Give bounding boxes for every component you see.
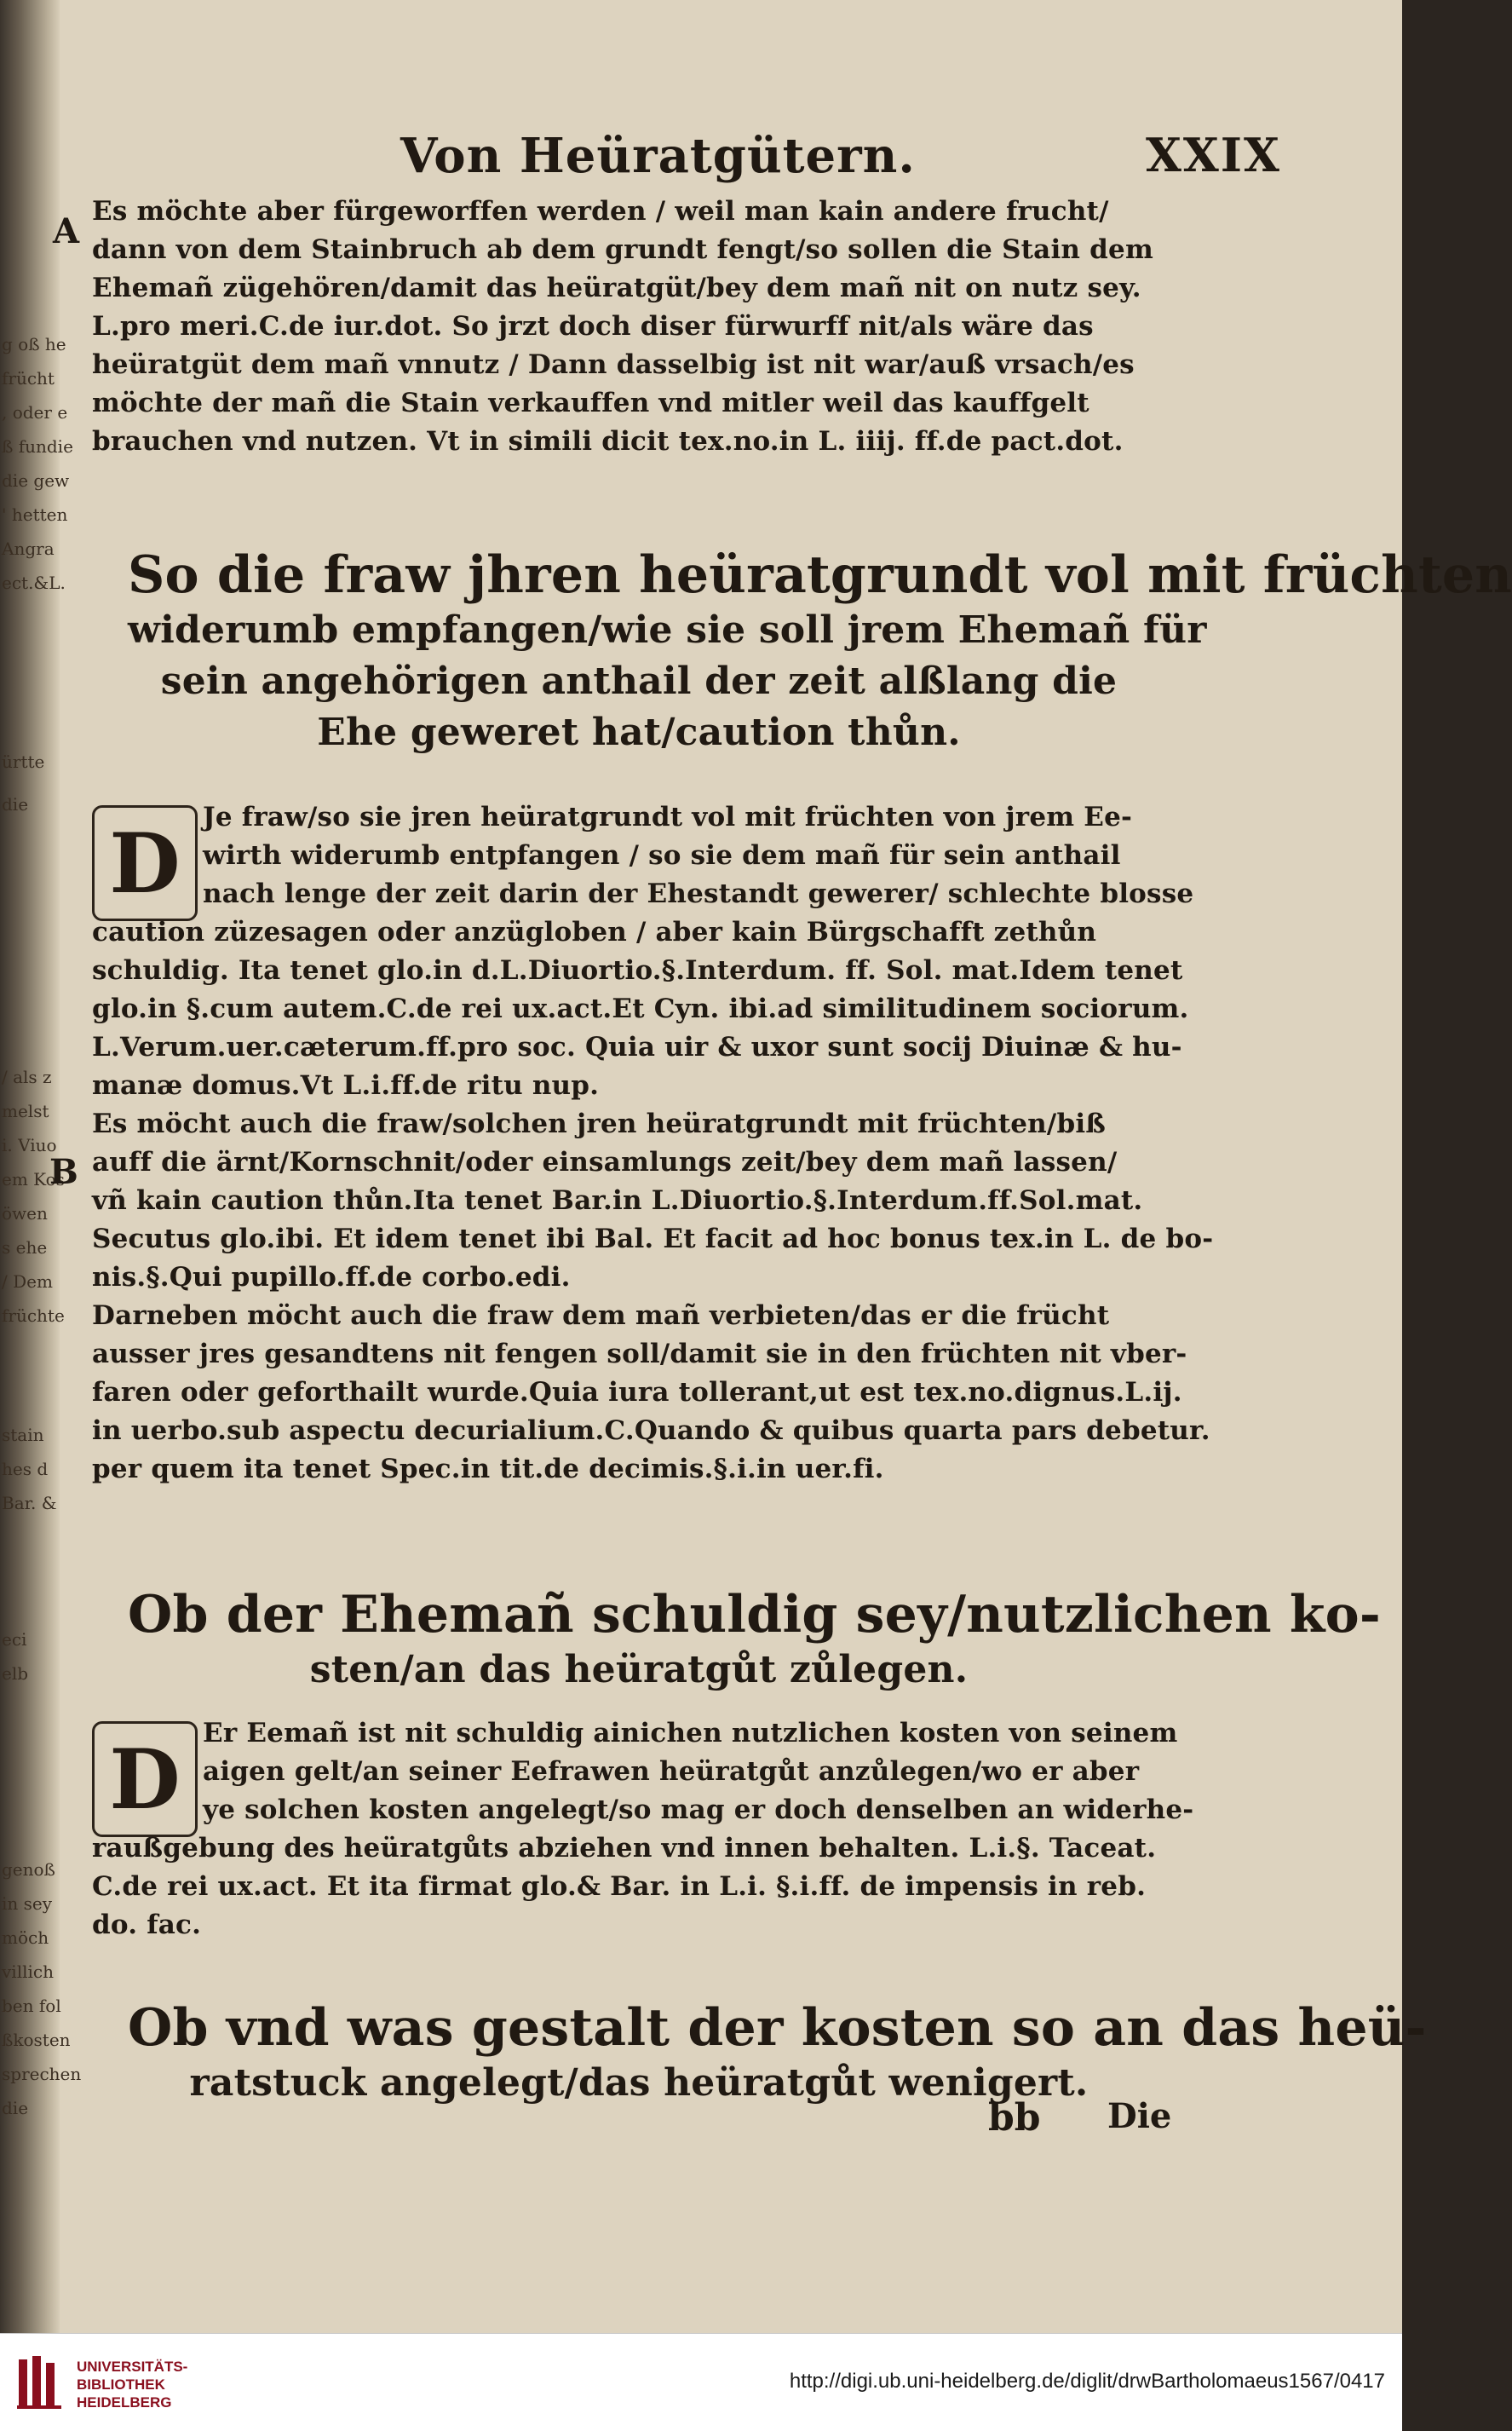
text-line: aigen gelt/an seiner Eefrawen heüratgůt anzůlegen/wo er aber	[203, 1756, 1140, 1787]
adjacent-page-fragment: , oder e	[2, 402, 68, 423]
heading-line: Ob vnd was gestalt der kosten so an das heü-	[128, 1998, 1427, 2058]
adjacent-page-fragment: Angra	[2, 539, 55, 559]
heading-line: ratstuck angelegt/das heüratgůt wenigert.	[189, 2061, 1089, 2105]
logo-line: BIBLIOTHEK	[77, 2376, 165, 2393]
text-line: ausser jres gesandtens nit fengen soll/damit sie in den früchten nit vber-	[92, 1339, 1187, 1369]
text-line: Es möcht auch die fraw/solchen jren heüratgrundt mit früchten/biß	[92, 1109, 1107, 1139]
adjacent-page-fragment: i. Viuo	[2, 1135, 57, 1155]
permalink-url[interactable]: http://digi.ub.uni-heidelberg.de/diglit/drwBartholomaeus1567/0417	[789, 2370, 1385, 2393]
text-line: nis.§.Qui pupillo.ff.de corbo.edi.	[92, 1262, 571, 1293]
section-2-paragraph	[92, 798, 1214, 1489]
text-line: wirth widerumb entpfangen / so sie dem mañ für sein anthail	[203, 840, 1121, 871]
margin-letter-b: B	[49, 1152, 78, 1192]
adjacent-page-fragment: genoß	[2, 1859, 55, 1880]
adjacent-page-fragment: früchte	[2, 1305, 65, 1326]
adjacent-page-fragment: ß fundie	[2, 436, 73, 457]
adjacent-page-fragment: em Kos	[2, 1169, 65, 1190]
adjacent-page-fragment: ben fol	[2, 1996, 61, 2016]
text-line: caution züzesagen oder anzügloben / aber kain Bürgschafft zethůn	[92, 917, 1097, 948]
university-library-logo-icon	[15, 2353, 66, 2412]
adjacent-page-fragment: sprechen	[2, 2064, 82, 2084]
text-line: möchte der mañ die Stain verkauffen vnd mitler weil das kauffgelt	[92, 388, 1089, 418]
text-line: raußgebung des heüratgůts abziehen vnd innen behalten. L.i.§. Taceat.	[92, 1833, 1157, 1864]
adjacent-page-fragment: villich	[2, 1962, 54, 1982]
adjacent-page-fragment: hes d	[2, 1459, 49, 1479]
text-line: in uerbo.sub aspectu decurialium.C.Quando & quibus quarta pars debetur.	[92, 1415, 1210, 1446]
adjacent-page-fragment: / Dem	[2, 1271, 53, 1292]
drop-cap-initial: D	[92, 805, 198, 921]
section-1-paragraph	[92, 193, 1174, 461]
heading-line: sten/an das heüratgůt zůlegen.	[309, 1648, 969, 1691]
text-line: brauchen vnd nutzen. Vt in simili dicit tex.no.in L. iiij. ff.de pact.dot.	[92, 426, 1124, 457]
adjacent-page-fragment: ürtte	[2, 752, 45, 772]
text-line: dann von dem Stainbruch ab dem grundt fengt/so sollen die Stain dem	[92, 234, 1153, 265]
folio-number: XXIX	[1146, 128, 1281, 182]
text-line: nach lenge der zeit darin der Ehestandt gewerer/ schlechte blosse	[203, 879, 1194, 909]
text-line: C.de rei ux.act. Et ita firmat glo.& Bar. in L.i. §.i.ff. de impensis in reb.	[92, 1871, 1147, 1902]
heading-line: Ob der Ehemañ schuldig sey/nutzlichen ko-	[128, 1585, 1381, 1645]
text-line: per quem ita tenet Spec.in tit.de decimis.§.i.in uer.fi.	[92, 1454, 884, 1484]
text-line: auff die ärnt/Kornschnit/oder einsamlungs zeit/bey dem mañ lassen/	[92, 1147, 1118, 1178]
heading-line: Ehe geweret hat/caution thůn.	[317, 711, 961, 754]
heading-line: sein angehörigen anthail der zeit alßlang die	[160, 660, 1118, 703]
text-line: Er Eemañ ist nit schuldig ainichen nutzlichen kosten von seinem	[203, 1718, 1178, 1748]
heading-line: So die fraw jhren heüratgrundt vol mit früchten	[128, 545, 1512, 605]
library-logo-text	[77, 2358, 187, 2411]
adjacent-page-fragment: g oß he	[2, 334, 66, 354]
text-line: vñ kain caution thůn.Ita tenet Bar.in L.Diuortio.§.Interdum.ff.Sol.mat.	[92, 1185, 1143, 1216]
adjacent-page-fragment: die	[2, 2098, 29, 2118]
adjacent-page-fragment: eci	[2, 1629, 27, 1650]
adjacent-page-fragment: frücht	[2, 368, 55, 389]
adjacent-page-fragment: s ehe	[2, 1237, 48, 1258]
text-line: Es möchte aber fürgeworffen werden / weil man kain andere frucht/	[92, 196, 1109, 227]
adjacent-page-fragment: ßkosten	[2, 2030, 71, 2050]
text-line: heüratgüt dem mañ vnnutz / Dann dasselbig ist nit war/auß vrsach/es	[92, 349, 1135, 380]
logo-line: HEIDELBERG	[77, 2394, 172, 2411]
text-line: Darneben möcht auch die fraw dem mañ verbieten/das er die frücht	[92, 1300, 1110, 1331]
catchword: Die	[1107, 2096, 1172, 2136]
text-line: Ehemañ zügehören/damit das heüratgüt/bey dem mañ nit on nutz sey.	[92, 273, 1141, 303]
margin-letter-a: A	[53, 211, 80, 251]
adjacent-page-fragment: / als z	[2, 1067, 52, 1087]
text-line: Secutus glo.ibi. Et idem tenet ibi Bal. Et facit ad hoc bonus tex.in L. de bo-	[92, 1224, 1214, 1254]
heading-2	[128, 1585, 1381, 1696]
running-head: Von Heüratgütern.	[400, 128, 916, 184]
adjacent-page-fragment: Bar. &	[2, 1493, 57, 1513]
text-line: L.Verum.uer.cæterum.ff.pro soc. Quia uir & uxor sunt socij Diuinæ & hu-	[92, 1032, 1182, 1063]
adjacent-page-fragment: stain	[2, 1425, 44, 1445]
adjacent-page-fragment: elb	[2, 1663, 29, 1684]
text-line: glo.in §.cum autem.C.de rei ux.act.Et Cyn. ibi.ad similitudinem sociorum.	[92, 994, 1189, 1024]
section-3-paragraph	[92, 1714, 1194, 1944]
adjacent-page-fragment: die gew	[2, 470, 70, 491]
adjacent-page-fragment: ' hetten	[2, 504, 68, 525]
text-line: Je fraw/so sie jren heüratgrundt vol mit früchten von jrem Ee-	[203, 802, 1133, 832]
heading-line: widerumb empfangen/wie sie soll jrem Ehemañ für	[128, 608, 1207, 652]
text-line: faren oder geforthailt wurde.Quia iura tollerant,ut est tex.no.dignus.L.ij.	[92, 1377, 1182, 1408]
text-line: L.pro meri.C.de iur.dot. So jrzt doch diser fürwurff nit/als wäre das	[92, 311, 1094, 342]
adjacent-page-fragment: melst	[2, 1101, 49, 1121]
text-line: do. fac.	[92, 1910, 202, 1940]
heading-3	[128, 1998, 1427, 2109]
adjacent-page-fragment: ect.&L.	[2, 573, 66, 593]
heading-1	[128, 545, 1512, 758]
viewer-footer	[0, 2333, 1402, 2431]
adjacent-page-fragment: öwen	[2, 1203, 48, 1224]
signature-mark: bb	[988, 2096, 1041, 2140]
text-line: manæ domus.Vt L.i.ff.de ritu nup.	[92, 1070, 600, 1101]
adjacent-page-fragment: möch	[2, 1927, 49, 1948]
text-line: schuldig. Ita tenet glo.in d.L.Diuortio.§.Interdum. ff. Sol. mat.Idem tenet	[92, 955, 1183, 986]
logo-line: UNIVERSITÄTS-	[77, 2359, 188, 2375]
adjacent-page-fragment: in sey	[2, 1893, 53, 1914]
text-line: ye solchen kosten angelegt/so mag er doch denselben an widerhe-	[203, 1794, 1194, 1825]
adjacent-page-fragment: die	[2, 794, 29, 815]
adjacent-page-fragments	[0, 0, 82, 2333]
drop-cap-initial: D	[92, 1721, 198, 1837]
